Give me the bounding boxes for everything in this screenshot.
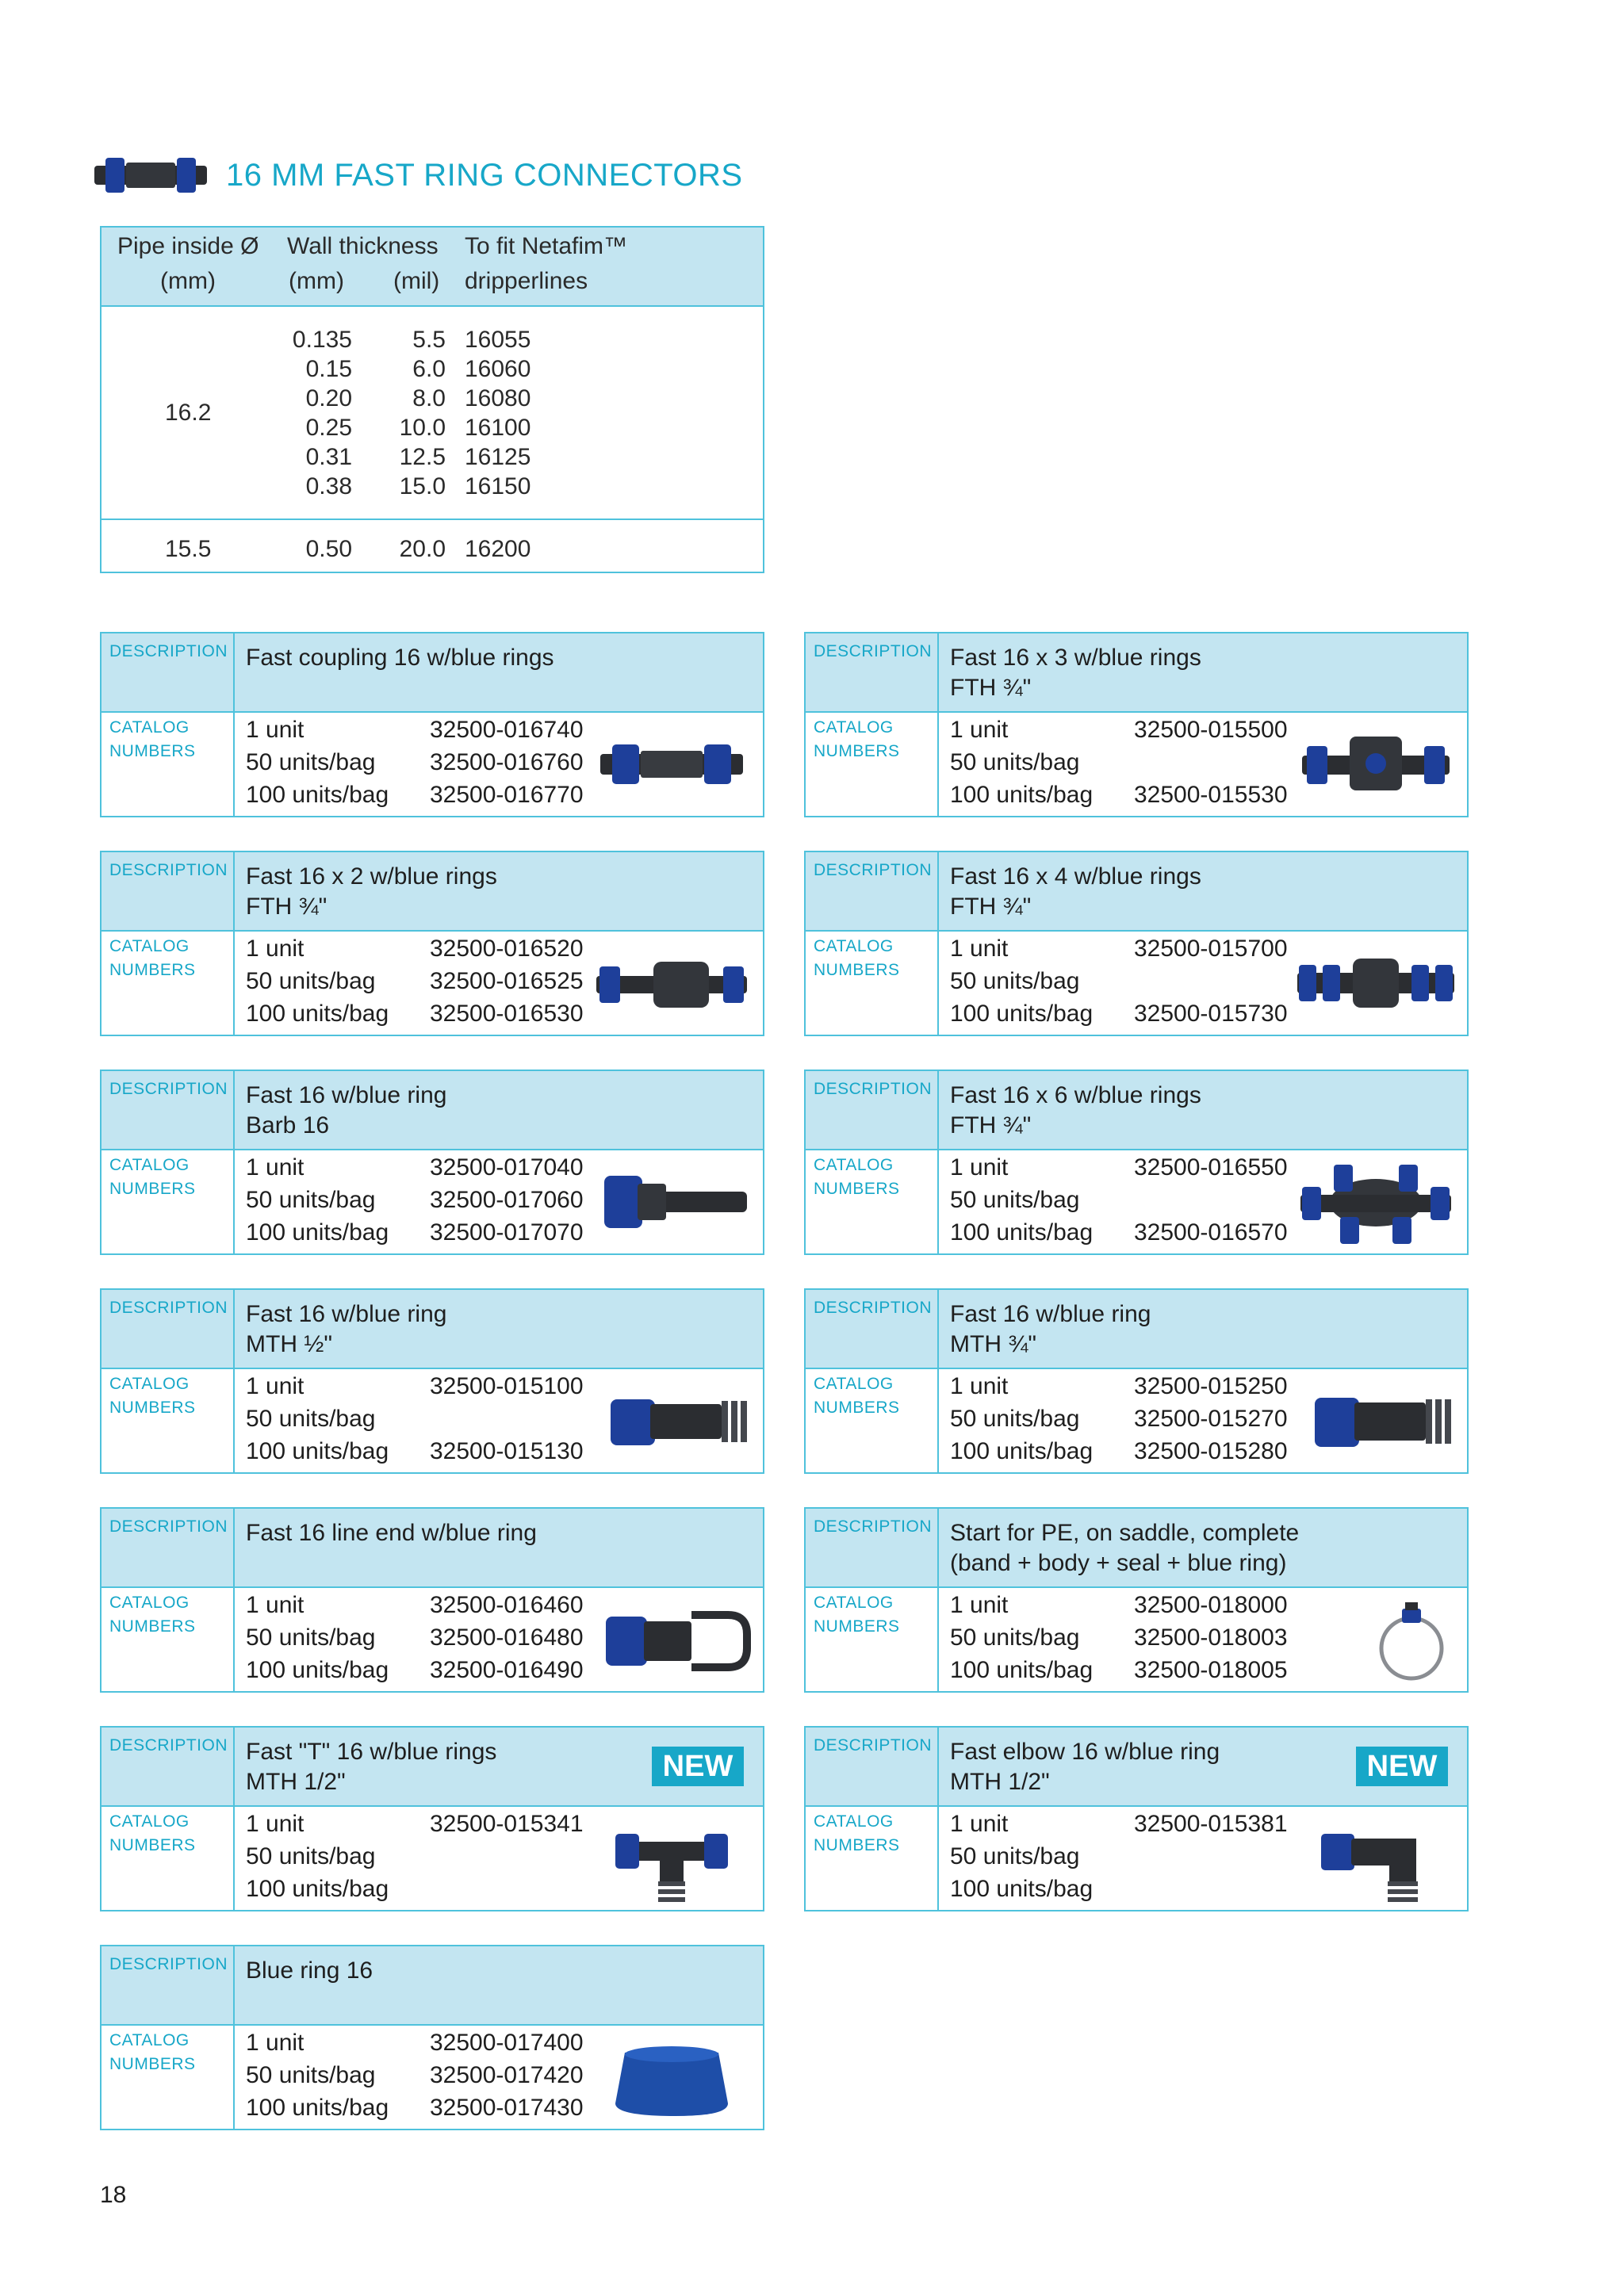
product-card: [100, 1070, 764, 1255]
product-card: [100, 1507, 764, 1693]
header-wall: Wall thickness: [287, 233, 439, 259]
dripper-cell: 16150: [465, 473, 531, 499]
product-name: [246, 1956, 373, 1986]
catalog-label: CATALOG NUMBERS: [814, 1594, 900, 1636]
column-divider: [233, 1509, 235, 1691]
pipe-15-5: 15.5: [165, 536, 212, 562]
dripper-cell: 16060: [465, 356, 531, 382]
product-card: [804, 1070, 1469, 1255]
line-end-icon: [588, 1591, 755, 1686]
quantity-label: 1 unit: [950, 717, 1009, 743]
product-name-line2: MTH 1/2": [950, 1769, 1050, 1795]
header-wall-mil: (mil): [393, 268, 440, 294]
product-name-line2: FTH ¾": [950, 675, 1032, 701]
saddle-clamp-icon: [1293, 1591, 1459, 1686]
quantity-label: 1 unit: [246, 2030, 304, 2056]
column-divider: [937, 852, 939, 1035]
cross-4-icon: [1293, 935, 1459, 1030]
hub-6-icon: [1293, 1154, 1459, 1249]
product-name-line1: Fast 16 x 3 w/blue rings: [950, 645, 1201, 671]
column-divider: [937, 1071, 939, 1253]
description-label: DESCRIPTION: [109, 1080, 228, 1098]
product-card: [804, 1288, 1469, 1474]
wall-mm-cell: 0.31: [305, 444, 352, 470]
tee-3-icon: [1293, 716, 1459, 811]
wall-mm-cell: 0.15: [305, 356, 352, 382]
quantity-label: 50 units/bag: [246, 1406, 376, 1432]
quantity-label: 1 unit: [246, 936, 304, 962]
product-name: [950, 643, 1201, 703]
quantity-label: 1 unit: [246, 1592, 304, 1618]
catalog-label: CATALOG NUMBERS: [109, 2031, 196, 2073]
column-divider: [937, 633, 939, 816]
product-name-line2: MTH ¾": [950, 1331, 1036, 1357]
blue-ring-icon: [588, 2029, 755, 2124]
wall-mm-cell: 0.38: [305, 473, 352, 499]
description-label: DESCRIPTION: [814, 642, 933, 660]
column-divider: [233, 633, 235, 816]
product-name: [950, 862, 1201, 922]
product-name: [950, 1518, 1299, 1578]
dripper-cell: 16200: [465, 536, 531, 562]
description-label: DESCRIPTION: [814, 1080, 933, 1098]
column-divider: [233, 1290, 235, 1472]
quantity-label: 1 unit: [246, 717, 304, 743]
catalog-label: CATALOG NUMBERS: [814, 718, 900, 760]
product-name-line1: Blue ring 16: [246, 1957, 373, 1984]
quantity-label: 100 units/bag: [246, 782, 389, 808]
product-card: [100, 1945, 764, 2130]
pipe-16-2: 16.2: [165, 400, 212, 426]
product-name-line1: Fast 16 w/blue ring: [950, 1301, 1151, 1327]
catalog-number: 32500-015700: [1134, 936, 1288, 962]
description-label: DESCRIPTION: [814, 1299, 933, 1317]
catalog-number: 32500-017400: [430, 2030, 584, 2056]
catalog-number: 32500-015341: [430, 1811, 584, 1837]
product-name-line1: Start for PE, on saddle, complete: [950, 1520, 1300, 1546]
dripper-cell: 16055: [465, 327, 531, 353]
catalog-label: CATALOG NUMBERS: [814, 937, 900, 979]
header-wall-mm: (mm): [289, 268, 344, 294]
catalog-number: 32500-017420: [430, 2062, 584, 2088]
wall-mm-cell: 0.20: [305, 385, 352, 411]
quantity-label: 50 units/bag: [950, 1406, 1080, 1432]
wall-mm-cell: 0.50: [305, 536, 352, 562]
product-name: [950, 1737, 1220, 1797]
description-label: DESCRIPTION: [109, 1736, 228, 1755]
quantity-label: 50 units/bag: [246, 2062, 376, 2088]
wall-mil-cell: 8.0: [412, 385, 446, 411]
product-name-line2: MTH 1/2": [246, 1769, 346, 1795]
quantity-label: 50 units/bag: [246, 968, 376, 994]
column-divider: [937, 1509, 939, 1691]
product-name-line2: FTH ¾": [246, 894, 327, 920]
product-name: [246, 1737, 496, 1797]
wall-mil-cell: 6.0: [412, 356, 446, 382]
product-name: [950, 1081, 1201, 1141]
catalog-number: 32500-015270: [1134, 1406, 1288, 1432]
mth-half-icon: [588, 1372, 755, 1468]
column-divider: [937, 1728, 939, 1910]
quantity-label: 50 units/bag: [246, 1187, 376, 1213]
quantity-label: 100 units/bag: [950, 782, 1094, 808]
product-card: [100, 1288, 764, 1474]
product-name-line2: FTH ¾": [950, 1112, 1032, 1138]
wall-mm-cell: 0.135: [292, 327, 352, 353]
catalog-number: 32500-015250: [1134, 1373, 1288, 1399]
quantity-label: 1 unit: [950, 1592, 1009, 1618]
column-divider: [233, 1946, 235, 2129]
product-name: [246, 643, 554, 673]
catalog-number: 32500-017060: [430, 1187, 584, 1213]
quantity-label: 1 unit: [950, 936, 1009, 962]
product-name: [246, 1299, 446, 1360]
product-card: [804, 1726, 1469, 1911]
description-label: DESCRIPTION: [814, 1517, 933, 1536]
quantity-label: 100 units/bag: [246, 1438, 389, 1464]
tee-2-icon: [588, 935, 755, 1030]
catalog-label: CATALOG NUMBERS: [109, 1594, 196, 1636]
catalog-label: CATALOG NUMBERS: [814, 1375, 900, 1417]
catalog-label: CATALOG NUMBERS: [109, 1812, 196, 1854]
product-name-line1: Fast 16 x 4 w/blue rings: [950, 863, 1201, 890]
catalog-number: 32500-015100: [430, 1373, 584, 1399]
quantity-label: 50 units/bag: [950, 1187, 1080, 1213]
quantity-label: 1 unit: [950, 1811, 1009, 1837]
quantity-label: 1 unit: [246, 1373, 304, 1399]
quantity-label: 50 units/bag: [246, 1843, 376, 1869]
catalog-number: 32500-018005: [1134, 1657, 1288, 1683]
dripper-cell: 16080: [465, 385, 531, 411]
connector-icon: [91, 153, 210, 197]
catalog-number: 32500-016520: [430, 936, 584, 962]
dripper-cell: 16100: [465, 415, 531, 441]
product-name-line2: FTH ¾": [950, 894, 1032, 920]
product-name: [950, 1299, 1151, 1360]
catalog-number: 32500-015280: [1134, 1438, 1288, 1464]
column-divider: [233, 1071, 235, 1253]
wall-mil-cell: 12.5: [399, 444, 446, 470]
product-name: [246, 862, 497, 922]
description-label: DESCRIPTION: [814, 1736, 933, 1755]
quantity-label: 50 units/bag: [950, 1843, 1080, 1869]
quantity-label: 1 unit: [246, 1154, 304, 1181]
product-name-line1: Fast elbow 16 w/blue ring: [950, 1739, 1220, 1765]
quantity-label: 100 units/bag: [950, 1657, 1094, 1683]
header-fit-2: dripperlines: [465, 268, 588, 294]
catalog-number: 32500-015530: [1134, 782, 1288, 808]
mth-three-quarter-icon: [1293, 1372, 1459, 1468]
product-card: [804, 1507, 1469, 1693]
catalog-number: 32500-018003: [1134, 1624, 1288, 1651]
product-card: [804, 632, 1469, 817]
description-label: DESCRIPTION: [109, 642, 228, 660]
product-card: [100, 851, 764, 1036]
quantity-label: 1 unit: [950, 1154, 1009, 1181]
catalog-number: 32500-015381: [1134, 1811, 1288, 1837]
catalog-number: 32500-015130: [430, 1438, 584, 1464]
product-card: [100, 632, 764, 817]
product-name-line1: Fast 16 x 2 w/blue rings: [246, 863, 497, 890]
quantity-label: 50 units/bag: [246, 749, 376, 775]
t-mth-icon: [588, 1810, 755, 1905]
catalog-number: 32500-016480: [430, 1624, 584, 1651]
wall-mil-cell: 5.5: [412, 327, 446, 353]
product-name-line2: (band + body + seal + blue ring): [950, 1550, 1287, 1576]
catalog-number: 32500-016740: [430, 717, 584, 743]
column-divider: [233, 1728, 235, 1910]
catalog-number: 32500-016525: [430, 968, 584, 994]
new-badge: NEW: [1356, 1747, 1448, 1786]
barb-icon: [588, 1154, 755, 1249]
catalog-label: CATALOG NUMBERS: [109, 1375, 196, 1417]
coupling-icon: [588, 716, 755, 811]
catalog-number: 32500-016530: [430, 1001, 584, 1027]
catalog-number: 32500-016460: [430, 1592, 584, 1618]
product-name: [246, 1081, 446, 1141]
quantity-label: 50 units/bag: [246, 1624, 376, 1651]
quantity-label: 1 unit: [246, 1811, 304, 1837]
spec-table: [100, 226, 764, 573]
product-name-line2: Barb 16: [246, 1112, 330, 1138]
catalog-number: 32500-016550: [1134, 1154, 1288, 1181]
page-number: 18: [100, 2182, 127, 2208]
header-pipe-unit: (mm): [160, 268, 216, 294]
column-divider: [233, 852, 235, 1035]
quantity-label: 100 units/bag: [246, 1001, 389, 1027]
catalog-number: 32500-017040: [430, 1154, 584, 1181]
quantity-label: 100 units/bag: [246, 1657, 389, 1683]
quantity-label: 100 units/bag: [950, 1001, 1094, 1027]
wall-mil-cell: 10.0: [399, 415, 446, 441]
description-label: DESCRIPTION: [109, 1955, 228, 1973]
catalog-number: 32500-016760: [430, 749, 584, 775]
spec-divider: [102, 519, 763, 520]
catalog-label: CATALOG NUMBERS: [109, 937, 196, 979]
quantity-label: 100 units/bag: [246, 2095, 389, 2121]
quantity-label: 50 units/bag: [950, 1624, 1080, 1651]
product-card: [100, 1726, 764, 1911]
quantity-label: 100 units/bag: [246, 1876, 389, 1902]
quantity-label: 100 units/bag: [950, 1219, 1094, 1246]
wall-mil-cell: 15.0: [399, 473, 446, 499]
catalog-label: CATALOG NUMBERS: [109, 718, 196, 760]
product-name-line1: Fast 16 x 6 w/blue rings: [950, 1082, 1201, 1108]
product-name-line1: Fast coupling 16 w/blue rings: [246, 645, 554, 671]
product-name-line2: MTH ½": [246, 1331, 332, 1357]
quantity-label: 50 units/bag: [950, 749, 1080, 775]
description-label: DESCRIPTION: [109, 1517, 228, 1536]
catalog-number: 32500-015730: [1134, 1001, 1288, 1027]
catalog-number: 32500-018000: [1134, 1592, 1288, 1618]
header-pipe: Pipe inside Ø: [117, 233, 259, 259]
quantity-label: 50 units/bag: [950, 968, 1080, 994]
catalog-label: CATALOG NUMBERS: [814, 1812, 900, 1854]
catalog-label: CATALOG NUMBERS: [814, 1156, 900, 1198]
description-label: DESCRIPTION: [814, 861, 933, 879]
quantity-label: 100 units/bag: [950, 1876, 1094, 1902]
catalog-number: 32500-016770: [430, 782, 584, 808]
product-name-line1: Fast 16 w/blue ring: [246, 1301, 447, 1327]
dripper-cell: 16125: [465, 444, 531, 470]
product-card: [804, 851, 1469, 1036]
catalog-label: CATALOG NUMBERS: [109, 1156, 196, 1198]
quantity-label: 1 unit: [950, 1373, 1009, 1399]
catalog-number: 32500-016570: [1134, 1219, 1288, 1246]
catalog-number: 32500-016490: [430, 1657, 584, 1683]
catalog-number: 32500-017070: [430, 1219, 584, 1246]
catalog-number: 32500-017430: [430, 2095, 584, 2121]
header-fit: To fit Netafim™: [465, 233, 628, 259]
wall-mil-cell: 20.0: [399, 536, 446, 562]
product-name-line1: Fast 16 w/blue ring: [246, 1082, 447, 1108]
product-name-line1: Fast 16 line end w/blue ring: [246, 1520, 537, 1546]
new-badge: NEW: [652, 1747, 744, 1786]
product-name: [246, 1518, 537, 1548]
catalog-number: 32500-015500: [1134, 717, 1288, 743]
quantity-label: 100 units/bag: [246, 1219, 389, 1246]
product-name-line1: Fast "T" 16 w/blue rings: [246, 1739, 497, 1765]
quantity-label: 100 units/bag: [950, 1438, 1094, 1464]
page-header: [91, 147, 743, 203]
elbow-icon: [1293, 1810, 1459, 1905]
wall-mm-cell: 0.25: [305, 415, 352, 441]
description-label: DESCRIPTION: [109, 861, 228, 879]
page-title: 16 MM FAST RING CONNECTORS: [226, 157, 743, 193]
description-label: DESCRIPTION: [109, 1299, 228, 1317]
column-divider: [937, 1290, 939, 1472]
